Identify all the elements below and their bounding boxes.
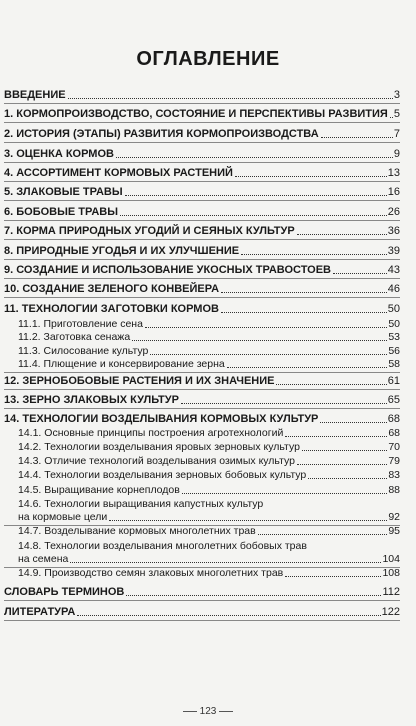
toc-entry[interactable]: [4, 374, 400, 388]
toc-leader-dots: [182, 492, 387, 494]
toc-entry-label: 4. АССОРТИМЕНТ КОРМОВЫХ РАСТЕНИЙ: [4, 167, 233, 179]
toc-page-number: 39: [387, 245, 400, 257]
toc-entry-label: 10. СОЗДАНИЕ ЗЕЛЕНОГО КОНВЕЙЕРА: [4, 283, 220, 295]
toc-leader-dots: [285, 435, 387, 437]
toc-page-number: 7: [393, 128, 400, 140]
toc-entry-label: 14.1. Основные принципы построения агротехнологий: [18, 427, 284, 439]
toc-leader-dots: [235, 175, 387, 177]
toc-entry-label: на семена: [18, 553, 69, 565]
toc-leader-dots: [132, 339, 387, 341]
toc-leader-dots: [181, 402, 387, 404]
toc-leader-dots: [297, 463, 387, 465]
toc-entry-label: 11.1. Приготовление сена: [18, 318, 143, 330]
toc-entry[interactable]: [4, 605, 400, 619]
page-title: ОГЛАВЛЕНИЕ: [136, 48, 280, 70]
toc-entry[interactable]: [4, 166, 400, 180]
toc-subentry[interactable]: [18, 552, 400, 566]
toc-entry-label: 6. БОБОВЫЕ ТРАВЫ: [4, 206, 119, 218]
toc-subentry[interactable]: [18, 468, 400, 482]
divider: [4, 239, 400, 240]
toc-leader-dots: [276, 383, 386, 385]
toc-entry-label: на кормовые цели: [18, 511, 108, 523]
divider: [4, 122, 400, 123]
toc-leader-dots: [70, 561, 381, 563]
toc-entry[interactable]: [4, 185, 400, 199]
toc-page-number: 104: [382, 553, 400, 565]
toc-page-number: 3: [393, 89, 400, 101]
toc-entry-label: 14.8. Технологии возделывания многолетних бобовых трав: [18, 540, 307, 552]
toc-leader-dots: [116, 156, 393, 158]
toc-page-number: 61: [387, 375, 400, 387]
toc-page-number: 79: [388, 455, 400, 467]
toc-page-number: 88: [388, 484, 400, 496]
toc-entry-label: 1. КОРМОПРОИЗВОДСТВО, СОСТОЯНИЕ И ПЕРСПЕКТИВЫ РАЗВИТИЯ: [4, 108, 388, 120]
toc-entry-label: 11.3. Силосование культур: [18, 345, 149, 357]
toc-entry-label: СЛОВАРЬ ТЕРМИНОВ: [4, 586, 125, 598]
toc-subentry[interactable]: [18, 539, 400, 553]
divider: [4, 600, 400, 601]
toc-page-number: 108: [382, 567, 400, 579]
toc-subentry[interactable]: [18, 357, 400, 371]
toc-page-number: 5: [393, 108, 400, 120]
toc-page-number: 92: [388, 511, 400, 523]
divider: [4, 142, 400, 143]
toc-entry-label: 11. ТЕХНОЛОГИИ ЗАГОТОВКИ КОРМОВ: [4, 303, 219, 315]
toc-entry-label: 2. ИСТОРИЯ (ЭТАПЫ) РАЗВИТИЯ КОРМОПРОИЗВОДСТВА: [4, 128, 319, 140]
toc-entry-label: 11.4. Плющение и консервирование зерна: [18, 358, 225, 370]
toc-page-number: 56: [388, 345, 400, 357]
page-number: 123: [0, 706, 416, 717]
toc-leader-dots: [285, 575, 381, 577]
divider: [4, 408, 400, 409]
divider: [4, 297, 400, 298]
toc-subentry[interactable]: [18, 524, 400, 538]
toc-entry-label: 14.9. Производство семян злаковых многолетних трав: [18, 567, 284, 579]
toc-leader-dots: [258, 533, 388, 535]
toc-entry-label: 5. ЗЛАКОВЫЕ ТРАВЫ: [4, 186, 123, 198]
toc-subentry[interactable]: [18, 483, 400, 497]
toc-page-number: 68: [387, 413, 400, 425]
toc-page-number: 53: [388, 331, 400, 343]
toc-leader-dots: [320, 421, 386, 423]
toc-leader-dots: [241, 253, 387, 255]
toc-leader-dots: [120, 214, 387, 216]
toc-entry-label: ВВЕДЕНИЕ: [4, 89, 66, 101]
toc-leader-dots: [125, 194, 387, 196]
divider: [4, 200, 400, 201]
toc-entry[interactable]: [4, 205, 400, 219]
toc-page-number: 43: [387, 264, 400, 276]
toc-leader-dots: [297, 233, 387, 235]
toc-entry[interactable]: [4, 412, 400, 426]
divider: [4, 259, 400, 260]
toc-entry-label: 14.4. Технологии возделывания зерновых бобовых культур: [18, 469, 307, 481]
toc-leader-dots: [333, 272, 387, 274]
toc-entry[interactable]: [4, 244, 400, 258]
toc-entry-label: 14.2. Технологии возделывания яровых зерновых культур: [18, 441, 300, 453]
toc-entry-label: ЛИТЕРАТУРА: [4, 606, 76, 618]
toc-leader-dots: [308, 477, 387, 479]
toc-subentry[interactable]: [18, 344, 400, 358]
toc-entry-label: 14.5. Выращивание корнеплодов: [18, 484, 180, 496]
toc-entry-label: 14. ТЕХНОЛОГИИ ВОЗДЕЛЫВАНИЯ КОРМОВЫХ КУЛЬТУР: [4, 413, 319, 425]
divider: [4, 103, 400, 104]
divider: [4, 278, 400, 279]
toc-page-number: 58: [388, 358, 400, 370]
toc-page-number: 50: [387, 303, 400, 315]
toc-entry[interactable]: [4, 107, 400, 121]
divider: [4, 181, 400, 182]
divider: [4, 162, 400, 163]
divider: [4, 389, 400, 390]
toc-leader-dots: [321, 136, 393, 138]
divider: [4, 220, 400, 221]
toc-entry-label: 3. ОЦЕНКА КОРМОВ: [4, 148, 114, 160]
toc-subentry[interactable]: [18, 454, 400, 468]
toc-entry-label: 8. ПРИРОДНЫЕ УГОДЬЯ И ИХ УЛУЧШЕНИЕ: [4, 245, 240, 257]
toc-page-number: 13: [387, 167, 400, 179]
toc-page-number: 122: [381, 606, 400, 618]
toc-subentry[interactable]: [18, 330, 400, 344]
toc-entry[interactable]: [4, 88, 400, 102]
toc-page-number: 112: [382, 586, 400, 598]
toc-entry-label: 11.2. Заготовка сенажа: [18, 331, 131, 343]
toc-leader-dots: [221, 311, 387, 313]
toc-subentry[interactable]: [18, 510, 400, 524]
toc-page-number: 26: [387, 206, 400, 218]
toc-entry[interactable]: [4, 147, 400, 161]
toc-leader-dots: [150, 353, 387, 355]
divider: [4, 620, 400, 621]
toc-leader-dots: [126, 594, 381, 596]
toc-subentry[interactable]: [18, 426, 400, 440]
toc-page-number: 68: [388, 427, 400, 439]
toc-leader-dots: [227, 366, 388, 368]
divider: [4, 372, 400, 373]
toc-entry-label: 14.3. Отличие технологий возделывания озимых культур: [18, 455, 295, 467]
toc-entry[interactable]: [4, 393, 400, 407]
toc-page-number: 46: [387, 283, 400, 295]
toc-subentry[interactable]: [18, 440, 400, 454]
toc-entry-label: 14.7. Возделывание кормовых многолетних трав: [18, 525, 256, 537]
toc-leader-dots: [302, 449, 387, 451]
toc-page-number: 65: [387, 394, 400, 406]
toc-entry-label: 12. ЗЕРНОБОБОВЫЕ РАСТЕНИЯ И ИХ ЗНАЧЕНИЕ: [4, 375, 275, 387]
toc-entry[interactable]: [4, 127, 400, 141]
toc-leader-dots: [109, 519, 387, 521]
toc-leader-dots: [390, 116, 393, 118]
toc-entry[interactable]: [4, 302, 400, 316]
toc-page-number: 50: [388, 318, 400, 330]
toc-page-number: 9: [393, 148, 400, 160]
toc-entry[interactable]: [4, 224, 400, 238]
toc-page-number: 16: [387, 186, 400, 198]
toc-entry-label: 9. СОЗДАНИЕ И ИСПОЛЬЗОВАНИЕ УКОСНЫХ ТРАВОСТОЕВ: [4, 264, 331, 276]
toc-entry-label: 7. КОРМА ПРИРОДНЫХ УГОДИЙ И СЕЯНЫХ КУЛЬТУР: [4, 225, 295, 237]
toc-page-number: 83: [388, 469, 400, 481]
toc-subentry[interactable]: [18, 497, 400, 511]
toc-entry[interactable]: [4, 585, 400, 599]
toc-page-number: 95: [388, 525, 400, 537]
toc-leader-dots: [68, 97, 393, 99]
toc-leader-dots: [145, 326, 387, 328]
toc-entry[interactable]: [4, 282, 400, 296]
toc-subentry[interactable]: [18, 566, 400, 580]
toc-subentry[interactable]: [18, 317, 400, 331]
toc-page-number: 36: [387, 225, 400, 237]
toc-entry[interactable]: [4, 263, 400, 277]
toc-leader-dots: [221, 291, 387, 293]
toc-entry-label: 13. ЗЕРНО ЗЛАКОВЫХ КУЛЬТУР: [4, 394, 179, 406]
toc-entry-label: 14.6. Технологии выращивания капустных культур: [18, 498, 264, 510]
toc-page-number: 70: [388, 441, 400, 453]
toc-leader-dots: [77, 614, 380, 616]
